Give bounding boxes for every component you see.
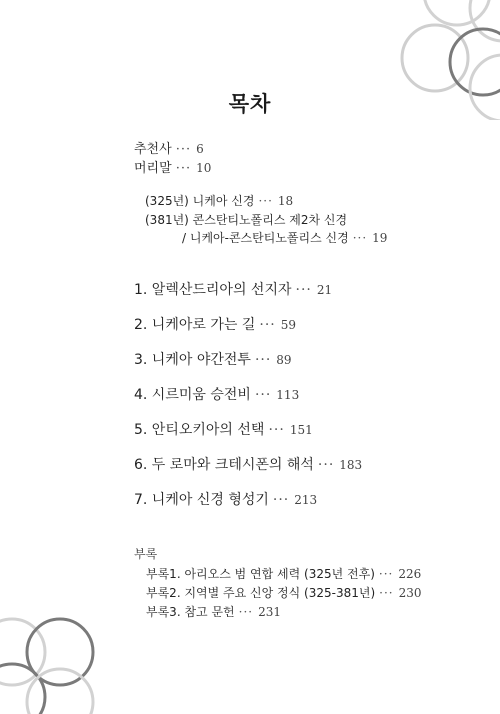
entry-page: 19 (372, 231, 388, 245)
chapter-label: 4. 시르미움 승전비 (134, 387, 251, 403)
leader-dots: ··· (258, 194, 273, 208)
chapter-label: 3. 니케아 야간전투 (134, 352, 251, 368)
toc-chapter[interactable] (134, 314, 296, 334)
entry-page: 6 (196, 142, 204, 156)
leader-dots: ··· (295, 282, 312, 298)
appendix-page: 226 (398, 567, 422, 581)
toc-chapter[interactable] (134, 384, 299, 404)
circles-ornament-bottom-left (0, 602, 110, 714)
appendix-heading: 부록 (134, 547, 158, 561)
chapter-label: 5. 안티오키아의 선택 (134, 422, 265, 438)
chapter-label: 7. 니케아 신경 형성기 (134, 492, 269, 508)
chapter-page: 59 (280, 318, 297, 332)
leader-dots: ··· (238, 605, 254, 619)
leader-dots: ··· (272, 492, 290, 508)
toc-entry-creed[interactable] (182, 229, 387, 246)
leader-dots: ··· (379, 586, 394, 600)
leader-dots: ··· (317, 457, 335, 473)
chapter-page: 113 (276, 388, 300, 402)
entry-page: 10 (196, 161, 212, 175)
appendix-label: 부록1. 아리오스 범 연합 세력 (325년 전후) (146, 567, 375, 581)
toc-entry-creed[interactable] (145, 192, 293, 209)
entry-label: 추천사 (134, 142, 172, 157)
leader-dots: ··· (259, 317, 276, 333)
entry-label: (325년) 니케아 신경 (145, 194, 255, 208)
chapter-page: 151 (289, 423, 313, 437)
chapter-page: 213 (294, 493, 318, 507)
entry-label: / 니케아-콘스탄티노폴리스 신경 (182, 231, 349, 245)
entry-label: (381년) 콘스탄티노폴리스 제2차 신경 (145, 213, 348, 227)
chapter-label: 6. 두 로마와 크테시폰의 해석 (134, 457, 314, 473)
leader-dots: ··· (352, 231, 368, 245)
toc-chapter[interactable] (134, 419, 313, 439)
appendix-label: 부록2. 지역별 주요 신앙 정식 (325-381년) (146, 586, 376, 600)
toc-entry-creed[interactable] (145, 211, 347, 228)
leader-dots: ··· (254, 387, 272, 403)
leader-dots: ··· (175, 142, 192, 157)
leader-dots: ··· (175, 161, 192, 176)
toc-appendix-entry[interactable] (146, 565, 421, 582)
toc-entry-front[interactable] (134, 138, 204, 157)
toc-chapter[interactable] (134, 279, 332, 299)
toc-chapter[interactable] (134, 454, 362, 474)
chapter-label: 2. 니케아로 가는 길 (134, 317, 256, 333)
chapter-label: 1. 알렉산드리아의 선지자 (134, 282, 292, 298)
appendix-label: 부록3. 참고 문헌 (146, 605, 235, 619)
leader-dots: ··· (378, 567, 394, 581)
toc-chapter[interactable] (134, 349, 292, 369)
toc-appendix-entry[interactable] (146, 603, 281, 620)
chapter-page: 183 (339, 458, 363, 472)
toc-entry-front[interactable] (134, 157, 211, 176)
entry-label: 머리말 (134, 161, 172, 176)
toc-chapter[interactable] (134, 489, 317, 509)
entry-page: 18 (277, 194, 294, 208)
chapter-page: 89 (276, 353, 292, 367)
appendix-page: 230 (398, 586, 422, 600)
toc-appendix-entry[interactable] (146, 584, 422, 601)
toc-title: 목차 (228, 92, 272, 116)
leader-dots: ··· (254, 352, 272, 368)
appendix-page: 231 (258, 605, 281, 619)
leader-dots: ··· (268, 422, 285, 438)
chapter-page: 21 (316, 283, 333, 297)
